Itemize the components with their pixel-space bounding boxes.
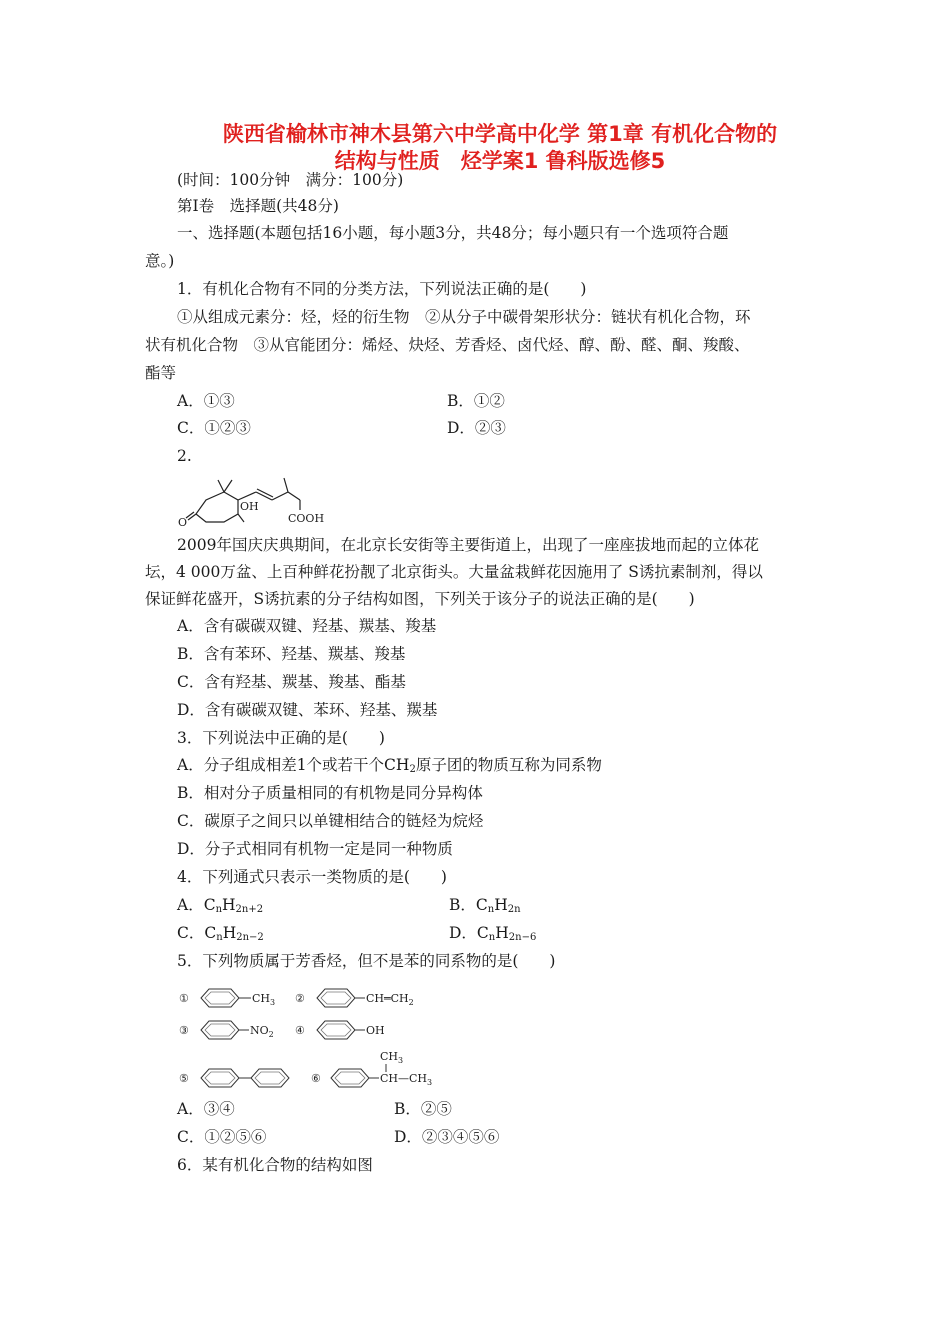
- instructions-line-2: 意。): [145, 252, 175, 270]
- q4-b-h: H: [494, 896, 508, 914]
- q4-a-n: n: [215, 904, 223, 915]
- q4-d-label: D．C: [449, 924, 489, 942]
- q1-text-3: 酯等: [145, 364, 177, 382]
- q5-option-c: C．①②⑤⑥: [177, 1128, 267, 1146]
- q3-a-post: 原子团的物质互称为同系物: [415, 756, 602, 774]
- q5-iso-mid: $CH—CH_3$: [380, 1072, 433, 1087]
- q3-a-pre: A．分子组成相差1个或若干个CH: [177, 756, 410, 774]
- q5-option-d: D．②③④⑤⑥: [394, 1128, 500, 1146]
- q4-b-label: B．C: [449, 896, 488, 914]
- q4-d-sub: 2n−6: [508, 932, 537, 943]
- q1-stem: 1．有机化合物有不同的分类方法，下列说法正确的是( ): [177, 280, 587, 298]
- q2-oh-label: OH: [240, 500, 259, 513]
- q4-c-h: H: [222, 924, 237, 942]
- q5-option-a: A．③④: [177, 1100, 235, 1118]
- q4-option-c: [177, 922, 264, 949]
- q5-stem: 5．下列物质属于芳香烃，但不是苯的同系物的是( ): [177, 952, 556, 970]
- s-abscisin-structure: [176, 470, 336, 530]
- q5-ch3: $CH_3$: [252, 992, 276, 1007]
- q5-n6: ⑥: [311, 1072, 321, 1085]
- q4-c-label: C．C: [177, 924, 217, 942]
- q4-d-n: n: [488, 932, 496, 943]
- q5-n1: ①: [179, 992, 189, 1005]
- q5-iso-top: $CH_3$: [380, 1050, 404, 1065]
- q5-n3: ③: [179, 1024, 189, 1037]
- q4-c-n: n: [216, 932, 223, 943]
- q4-stem: 4．下列通式只表示一类物质的是( ): [177, 868, 447, 886]
- q3-option-a: [177, 754, 602, 781]
- q3-a-sub: 2: [409, 764, 416, 775]
- q4-option-a: [177, 894, 263, 921]
- q2-option-a: A．含有碳碳双键、羟基、羰基、羧基: [177, 617, 437, 635]
- q4-b-sub: 2n: [507, 904, 521, 915]
- q1-text-2: 状有机化合物 ③从官能团分：烯烃、炔烃、芳香烃、卤代烃、醇、酚、醛、酮、羧酸、: [145, 336, 750, 354]
- q3-option-b: B．相对分子质量相同的有机物是同分异构体: [177, 784, 483, 802]
- q4-option-d: [449, 922, 536, 949]
- q4-a-sub: 2n+2: [235, 904, 264, 915]
- q4-c-sub: 2n−2: [236, 932, 264, 943]
- q2-text-1: 2009年国庆庆典期间，在北京长安街等主要街道上，出现了一座座拔地而起的立体花: [177, 536, 759, 554]
- q2-option-d: D．含有碳碳双键、苯环、羟基、羰基: [177, 701, 438, 719]
- q1-option-c: C．①②③: [177, 419, 251, 437]
- q2-option-b: B．含有苯环、羟基、羰基、羧基: [177, 645, 406, 663]
- q2-cooh-label: COOH: [288, 512, 325, 525]
- q5-oh: OH: [366, 1024, 385, 1037]
- q5-structures: [175, 978, 475, 1098]
- q5-vinyl: $CH═CH_2$: [366, 992, 414, 1007]
- q1-option-b: B．①②: [447, 392, 505, 410]
- title-line-1: 陕西省榆林市神木县第六中学高中化学 第1章 有机化合物的: [222, 122, 778, 146]
- q4-a-label: A．C: [177, 896, 216, 914]
- q5-option-b: B．②⑤: [394, 1100, 452, 1118]
- section-heading: 第Ⅰ卷 选择题(共48分): [177, 197, 339, 215]
- q2-text-2: 坛，4 000万盆、上百种鲜花扮靓了北京街头。大量盆栽鲜花因施用了 S诱抗素制剂，得以: [145, 563, 763, 581]
- q1-text-1: ①从组成元素分：烃，烃的衍生物 ②从分子中碳骨架形状分：链状有机化合物，环: [177, 308, 751, 326]
- q5-n2: ②: [295, 992, 305, 1005]
- q4-d-h: H: [495, 924, 509, 942]
- q3-option-d: D．分子式相同有机物一定是同一种物质: [177, 840, 453, 858]
- q6-stem: 6．某有机化合物的结构如图: [177, 1156, 373, 1174]
- q3-stem: 3．下列说法中正确的是( ): [177, 729, 385, 747]
- q4-option-b: [449, 894, 521, 921]
- exam-meta: (时间：100分钟 满分：100分): [177, 171, 404, 189]
- q5-n4: ④: [295, 1024, 305, 1037]
- q2-option-c: C．含有羟基、羰基、羧基、酯基: [177, 673, 406, 691]
- q4-b-n: n: [487, 904, 495, 915]
- instructions-line-1: 一、选择题(本题包括16小题，每小题3分，共48分；每小题只有一个选项符合题: [177, 224, 729, 242]
- q2-o-label: O: [178, 516, 188, 529]
- q5-no2: $NO_2$: [250, 1024, 274, 1039]
- q2-text-3: 保证鲜花盛开，S诱抗素的分子结构如图，下列关于该分子的说法正确的是( ): [145, 590, 695, 608]
- q1-option-d: D．②③: [447, 419, 506, 437]
- q2-number: 2.: [177, 447, 192, 465]
- q3-option-c: C．碳原子之间只以单键相结合的链烃为烷烃: [177, 812, 484, 830]
- q5-n5: ⑤: [179, 1072, 189, 1085]
- title-line-2: 结构与性质 烃学案1 鲁科版选修5: [334, 149, 666, 173]
- q1-option-a: A．①③: [177, 392, 235, 410]
- q4-a-h: H: [222, 896, 236, 914]
